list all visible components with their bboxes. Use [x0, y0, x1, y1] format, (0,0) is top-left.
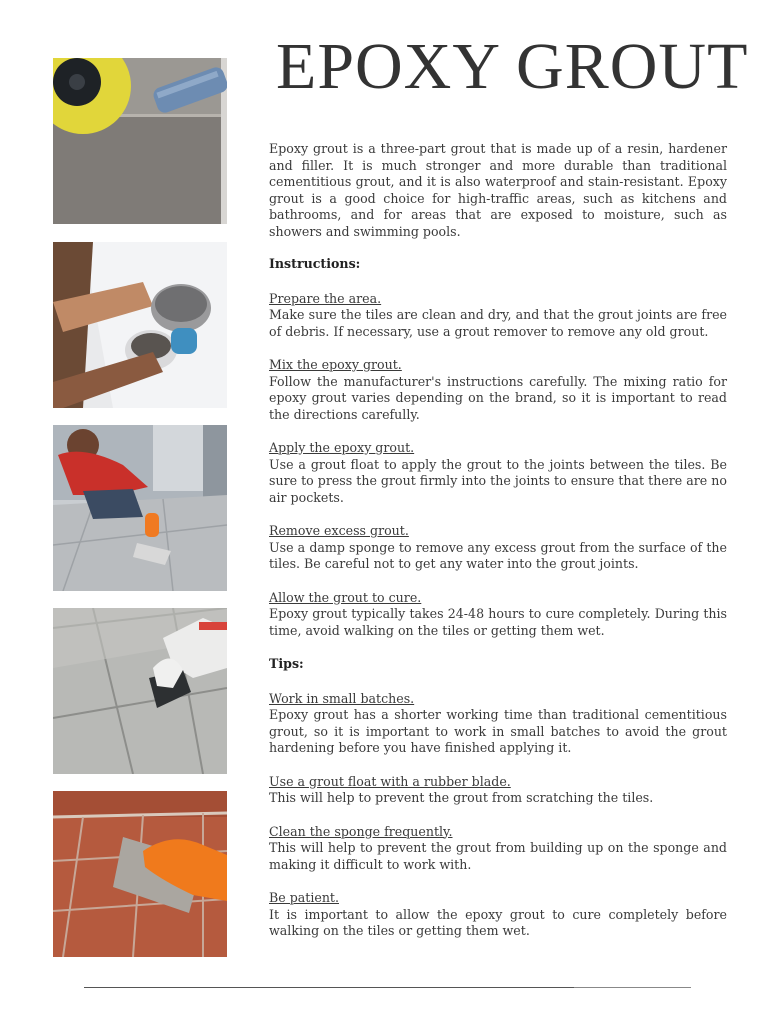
- tip-body: This will help to prevent the grout from building up on the sponge and making it difficult to work with.: [269, 840, 727, 872]
- instruction-step: [269, 291, 727, 341]
- tip-title: Work in small batches.: [269, 690, 415, 706]
- step-title: Mix the epoxy grout.: [269, 357, 402, 372]
- step-body: Make sure the tiles are clean and dry, and that the grout joints are free of debris. If necessary, use a grout remover to remove any old grout.: [269, 307, 727, 339]
- tip-item: [269, 824, 727, 874]
- step-body: Use a damp sponge to remove any excess grout from the surface of the tiles. Be careful not to get any water into the grout joints.: [269, 539, 727, 571]
- instruction-step: [269, 357, 727, 423]
- step-title: Remove excess grout.: [269, 523, 409, 538]
- intro-paragraph: Epoxy grout is a three-part grout that is made up of a resin, hardener and filler. It is much stronger and more durable than traditional cementitious grout, and it is also waterproof and stain-resistant. Epoxy grout is a good choice for high-traffic areas, such as kitchens and bathrooms, and for areas that are exposed to moisture, such as showers and swimming pools.: [269, 141, 727, 239]
- instructions-heading: Instructions:: [269, 256, 361, 271]
- photo-mixing-grout: [53, 242, 227, 408]
- tip-item: [269, 890, 727, 940]
- tip-body: It is important to allow the epoxy grout to cure completely before walking on the tiles or getting them wet.: [269, 906, 727, 938]
- step-body: Use a grout float to apply the grout to the joints between the tiles. Be sure to press the grout firmly into the joints to ensure that there are no air pockets.: [269, 456, 727, 505]
- step-body: Follow the manufacturer's instructions carefully. The mixing ratio for epoxy grout varies depending on the brand, so it is important to read the directions carefully.: [269, 373, 727, 422]
- photo-grinder-tile: [53, 58, 227, 224]
- photo-cleaning-terracotta: [53, 791, 227, 957]
- tip-item: [269, 774, 727, 807]
- tip-item: [269, 691, 727, 757]
- instruction-step: [269, 523, 727, 573]
- step-title: Apply the epoxy grout.: [269, 440, 415, 455]
- photo-applying-grout: [53, 425, 227, 591]
- step-title: Prepare the area.: [269, 290, 382, 306]
- step-title: Allow the grout to cure.: [269, 589, 422, 605]
- photo-sponge-tiles: [53, 608, 227, 774]
- tip-body: This will help to prevent the grout from scratching the tiles.: [269, 790, 654, 805]
- footer-divider: [84, 987, 574, 988]
- article-body: [269, 141, 727, 957]
- tips-heading: Tips:: [269, 656, 304, 671]
- step-body: Epoxy grout typically takes 24-48 hours to cure completely. During this time, avoid walking on the tiles or getting them wet.: [269, 606, 727, 638]
- page-title: EPOXY GROUT: [276, 30, 749, 103]
- instruction-step: [269, 590, 727, 640]
- tip-body: Epoxy grout has a shorter working time than traditional cementitious grout, so it is important to work in small batches to avoid the grout hardening before you have finished applying it.: [269, 707, 727, 755]
- tip-title: Be patient.: [269, 890, 339, 905]
- tip-title: Use a grout float with a rubber blade.: [269, 773, 511, 789]
- instruction-step: [269, 440, 727, 506]
- footer-divider-accent: [574, 987, 691, 988]
- tip-title: Clean the sponge frequently.: [269, 823, 453, 839]
